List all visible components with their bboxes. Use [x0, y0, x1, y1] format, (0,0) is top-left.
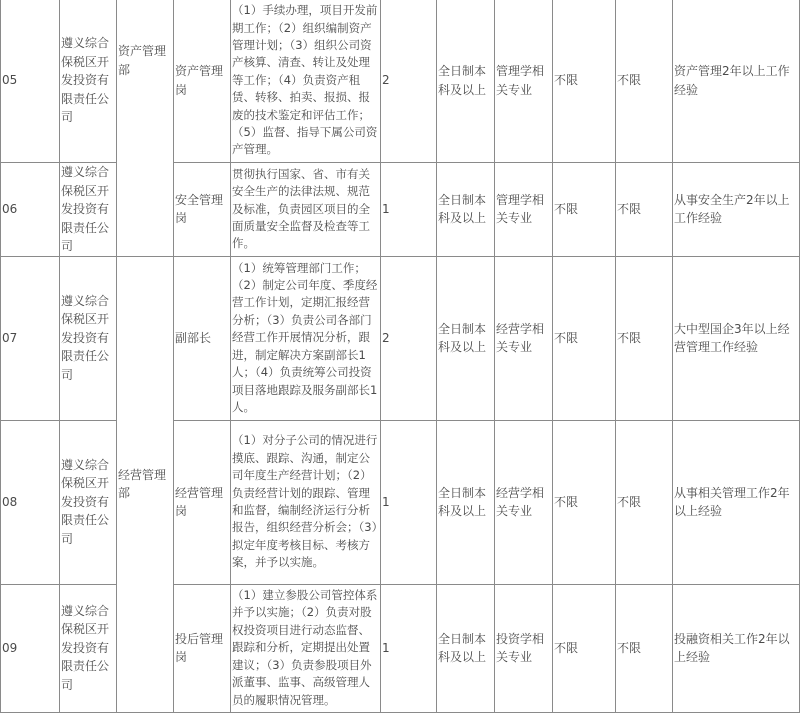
education: 全日制本科及以上: [437, 0, 495, 163]
limit-2: 不限: [616, 584, 673, 712]
table-row: [1, 0, 800, 163]
limit-2: 不限: [616, 163, 673, 257]
limit-1: 不限: [553, 256, 616, 420]
company-name: 遵义综合保税区开发投资有限责任公司: [60, 584, 117, 712]
major: 管理学相关专业: [495, 163, 553, 257]
job-duty: （1）手续办理，项目开发前期工作；（2）组织编制资产管理计划；（3）组织公司资产核算、清查、转让及处理等工作；（4）负责资产租赁、转移、拍卖、报损、报废的技术鉴定和评估工作；（5）监督、指导下属公司资产管理。: [231, 0, 381, 163]
department-asset: 资产管理部: [117, 0, 174, 256]
position-name: 经营管理岗: [174, 420, 231, 584]
company-name: 遵义综合保税区开发投资有限责任公司: [60, 0, 117, 163]
row-number: 06: [1, 163, 60, 257]
education: 全日制本科及以上: [437, 584, 495, 712]
hire-count: 1: [381, 584, 437, 712]
experience: 资产管理2年以上工作经验: [673, 0, 800, 163]
limit-1: 不限: [553, 0, 616, 163]
hire-count: 1: [381, 420, 437, 584]
position-name: 安全管理岗: [174, 163, 231, 257]
company-name: 遵义综合保税区开发投资有限责任公司: [60, 163, 117, 257]
table-row: [1, 256, 800, 420]
major: 经营学相关专业: [495, 256, 553, 420]
limit-1: 不限: [553, 420, 616, 584]
limit-1: 不限: [553, 584, 616, 712]
position-name: 副部长: [174, 256, 231, 420]
education: 全日制本科及以上: [437, 420, 495, 584]
limit-2: 不限: [616, 256, 673, 420]
row-number: 08: [1, 420, 60, 584]
hire-count: 2: [381, 256, 437, 420]
job-duty: 贯彻执行国家、省、市有关安全生产的法律法规、规范及标准，负责园区项目的全面质量安全监督及检查等工作。: [231, 163, 381, 257]
education: 全日制本科及以上: [437, 163, 495, 257]
experience: 从事安全生产2年以上工作经验: [673, 163, 800, 257]
job-duty: （1）对分子公司的情况进行摸底、跟踪、沟通，制定公司年度生产经营计划；（2）负责经营计划的跟踪、管理和监督，编制经济运行分析报告，组织经营分析会；（3）拟定年度考核目标、考核方案，并予以实施。: [231, 420, 381, 584]
limit-2: 不限: [616, 420, 673, 584]
company-name: 遵义综合保税区开发投资有限责任公司: [60, 256, 117, 420]
major: 经营学相关专业: [495, 420, 553, 584]
job-duty: （1）建立参股公司管控体系并予以实施；（2）负责对股权投资项目进行动态监督、跟踪和分析，定期提出处置建议；（3）负责参股项目外派董事、监事、高级管理人员的履职情况管理。: [231, 584, 381, 712]
education: 全日制本科及以上: [437, 256, 495, 420]
row-number: 05: [1, 0, 60, 163]
major: 投资学相关专业: [495, 584, 553, 712]
company-name: 遵义综合保税区开发投资有限责任公司: [60, 420, 117, 584]
position-name: 投后管理岗: [174, 584, 231, 712]
experience: 大中型国企3年以上经营管理工作经验: [673, 256, 800, 420]
position-name: 资产管理岗: [174, 0, 231, 163]
row-number: 09: [1, 584, 60, 712]
limit-2: 不限: [616, 0, 673, 163]
department-operation: 经营管理部: [117, 256, 174, 712]
major: 管理学相关专业: [495, 0, 553, 163]
limit-1: 不限: [553, 163, 616, 257]
hire-count: 2: [381, 0, 437, 163]
hire-count: 1: [381, 163, 437, 257]
job-duty: （1）统筹管理部门工作；（2）制定公司年度、季度经营工作计划，定期汇报经营分析；（3）负责公司各部门经营工作开展情况分析，跟进，制定解决方案副部长1人；（4）负责统筹公司投资项目落地跟踪及服务副部长1人。: [231, 256, 381, 420]
experience: 投融资相关工作2年以上经验: [673, 584, 800, 712]
experience: 从事相关管理工作2年以上经验: [673, 420, 800, 584]
row-number: 07: [1, 256, 60, 420]
